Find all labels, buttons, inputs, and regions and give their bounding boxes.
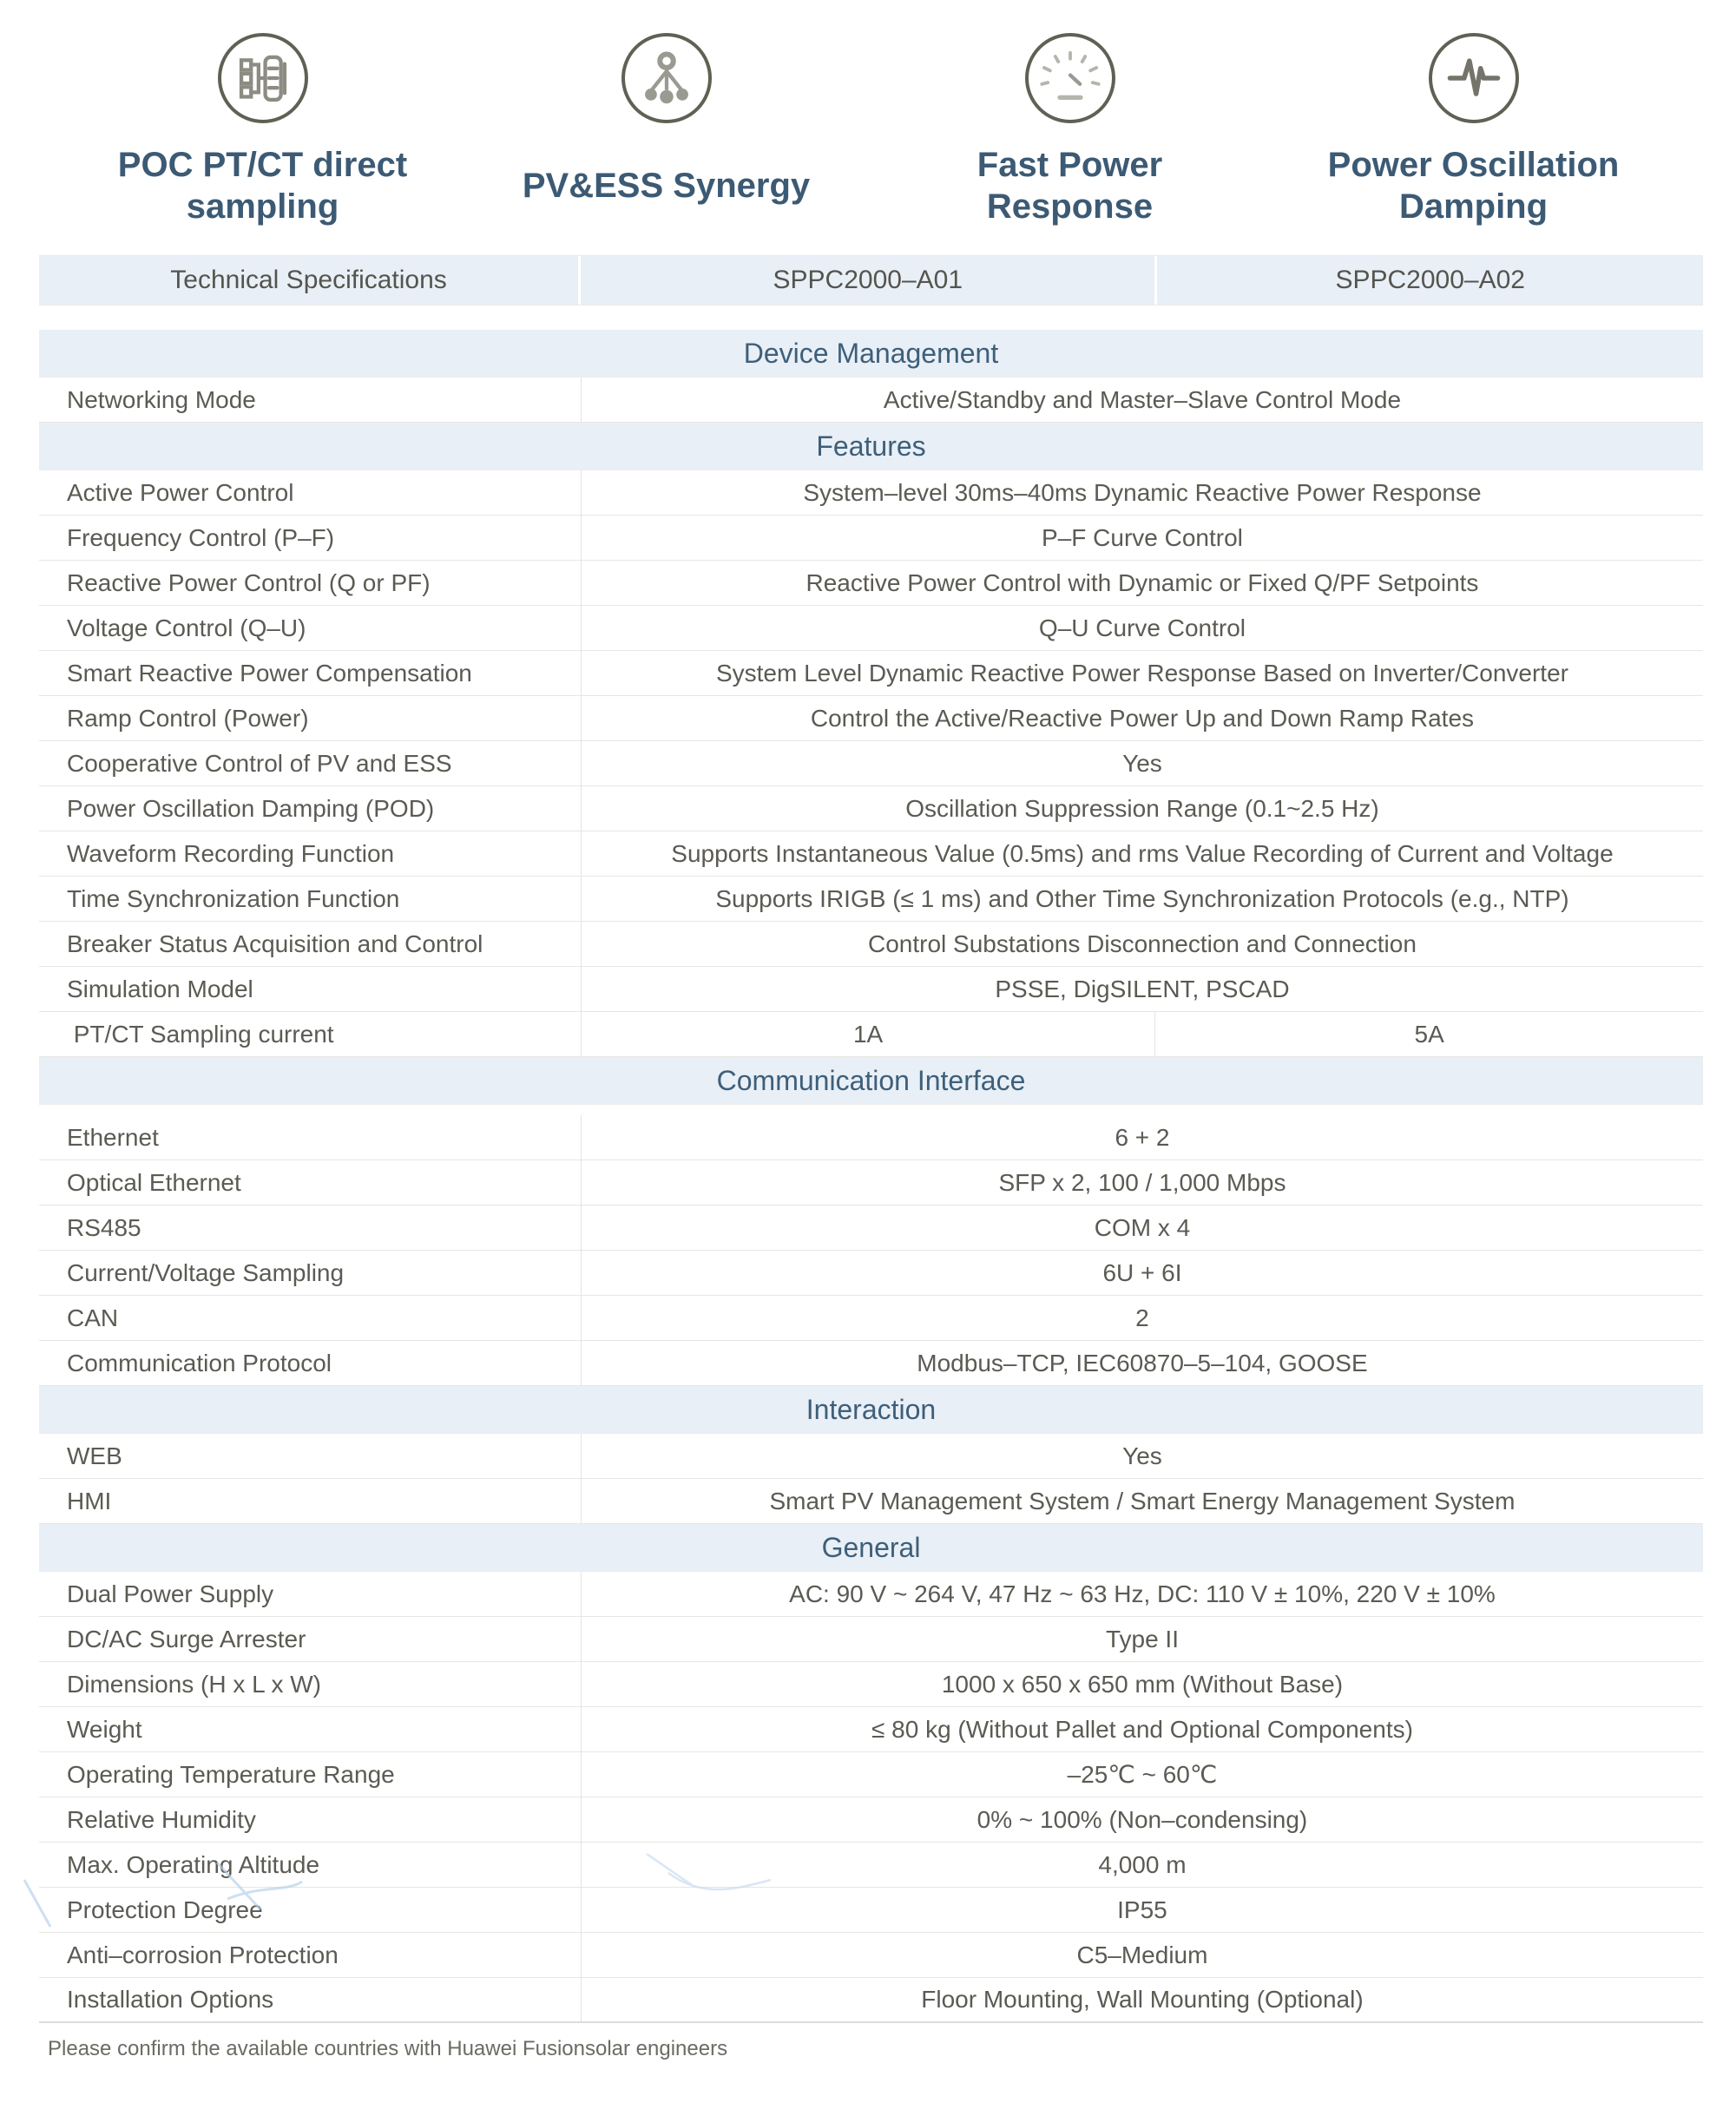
table-row: [39, 1978, 1703, 2023]
table-row: [39, 1434, 1703, 1479]
spec-label: Cooperative Control of PV and ESS: [39, 741, 582, 785]
spec-value: Yes: [1122, 1442, 1162, 1469]
spec-label: Networking Mode: [39, 378, 582, 422]
waveform-icon: [1437, 41, 1511, 115]
feature-strip: [61, 33, 1675, 240]
table-row: [39, 1572, 1703, 1617]
spec-label: Smart Reactive Power Compensation: [39, 651, 582, 695]
table-row: [39, 1251, 1703, 1296]
feature-label: Power Oscillation Damping: [1327, 146, 1620, 226]
table-row: [39, 1888, 1703, 1933]
spec-label: Reactive Power Control (Q or PF): [39, 561, 582, 605]
table-row: [39, 922, 1703, 967]
table-row: [39, 1341, 1703, 1386]
spec-label: Active Power Control: [39, 470, 582, 515]
spec-label: Installation Options: [39, 1978, 582, 2021]
table-row: [39, 1160, 1703, 1206]
table-row: [39, 378, 1703, 423]
spec-value: Oscillation Suppression Range (0.1~2.5 Hz): [905, 794, 1379, 822]
table-row: [39, 967, 1703, 1012]
table-row: [39, 1707, 1703, 1752]
table-row: [39, 696, 1703, 741]
spec-label: Frequency Control (P–F): [39, 516, 582, 560]
spec-value: SFP x 2, 100 / 1,000 Mbps: [998, 1168, 1286, 1196]
spec-table: [39, 255, 1703, 2023]
table-row: [39, 1479, 1703, 1524]
spec-value: P–F Curve Control: [1042, 523, 1243, 551]
spec-value: PSSE, DigSILENT, PSCAD: [995, 975, 1290, 1002]
section-header: General: [39, 1524, 1703, 1572]
table-row: [39, 651, 1703, 696]
spec-label: Optical Ethernet: [39, 1160, 582, 1205]
table-row: [39, 831, 1703, 877]
spec-value: 1000 x 650 x 650 mm (Without Base): [941, 1670, 1344, 1698]
spec-label: Relative Humidity: [39, 1797, 582, 1842]
feature-label: POC PT/CT direct sampling: [117, 146, 408, 226]
spec-value: 5A: [1414, 1020, 1444, 1048]
table-row: [39, 1617, 1703, 1662]
feature-label: Fast Power Response: [976, 146, 1163, 226]
spec-label: Current/Voltage Sampling: [39, 1251, 582, 1295]
spec-label: PT/CT Sampling current: [39, 1012, 582, 1056]
table-header-model-a02: SPPC2000–A02: [1157, 256, 1703, 305]
spec-label: Anti–corrosion Protection: [39, 1933, 582, 1977]
section-header: Interaction: [39, 1386, 1703, 1434]
spec-value: ≤ 80 kg (Without Pallet and Optional Components): [871, 1715, 1413, 1743]
spec-value: 4,000 m: [1098, 1850, 1187, 1878]
table-row: [39, 786, 1703, 831]
spec-value: Control the Active/Reactive Power Up and Down Ramp Rates: [810, 704, 1475, 732]
spec-value: IP55: [1117, 1895, 1167, 1923]
section-header: Communication Interface: [39, 1057, 1703, 1105]
table-row: [39, 1662, 1703, 1707]
spec-label: Simulation Model: [39, 967, 582, 1011]
spec-value: Smart PV Management System / Smart Energy Management System: [769, 1487, 1516, 1514]
spec-value: AC: 90 V ~ 264 V, 47 Hz ~ 63 Hz, DC: 110 V ± 10%, 220 V ± 10%: [789, 1580, 1496, 1607]
spec-value: System–level 30ms–40ms Dynamic Reactive Power Response: [803, 478, 1482, 506]
table-header-specs: Technical Specifications: [39, 256, 578, 305]
table-header-row: [39, 256, 1703, 306]
table-row: [39, 1115, 1703, 1160]
spec-label: HMI: [39, 1479, 582, 1523]
table-row: [39, 1933, 1703, 1978]
spec-value: 6 + 2: [1115, 1123, 1170, 1151]
table-row: [39, 1843, 1703, 1888]
feature-item: [464, 33, 868, 240]
spec-value: System Level Dynamic Reactive Power Response Based on Inverter/Converter: [715, 659, 1568, 687]
table-row: [39, 877, 1703, 922]
sampling-diagram-icon: [226, 41, 300, 115]
spec-label: Breaker Status Acquisition and Control: [39, 922, 582, 966]
table-row: [39, 1206, 1703, 1251]
spec-label: Ethernet: [39, 1115, 582, 1160]
spec-value: C5–Medium: [1076, 1941, 1208, 1968]
feature-item: [868, 33, 1272, 240]
spec-label: Protection Degree: [39, 1888, 582, 1932]
table-row: [39, 1296, 1703, 1341]
section-header: Features: [39, 423, 1703, 470]
feature-item: [1272, 33, 1675, 240]
feature-item: [61, 33, 464, 240]
spec-value: Yes: [1122, 749, 1162, 777]
table-body: [39, 330, 1703, 2023]
feature-label: PV&ESS Synergy: [522, 167, 811, 205]
section-header: Device Management: [39, 330, 1703, 378]
spec-label: Dual Power Supply: [39, 1572, 582, 1616]
table-row: [39, 470, 1703, 516]
table-row: [39, 1752, 1703, 1797]
table-row: [39, 1012, 1703, 1057]
table-row: [39, 1797, 1703, 1843]
table-row: [39, 741, 1703, 786]
spec-value: COM x 4: [1094, 1213, 1191, 1241]
spec-label: Weight: [39, 1707, 582, 1751]
spec-label: Operating Temperature Range: [39, 1752, 582, 1797]
feature-icon-circle: [621, 33, 712, 123]
spec-label: Time Synchronization Function: [39, 877, 582, 921]
feature-icon-circle: [218, 33, 308, 123]
table-row: [39, 516, 1703, 561]
spec-value: –25℃ ~ 60℃: [1067, 1761, 1218, 1788]
spec-label: RS485: [39, 1206, 582, 1250]
spec-label: WEB: [39, 1434, 582, 1478]
gauge-icon: [1033, 41, 1108, 115]
spec-value: 0% ~ 100% (Non–condensing): [976, 1805, 1308, 1833]
spec-label: Max. Operating Altitude: [39, 1843, 582, 1887]
table-row: [39, 561, 1703, 606]
spec-label: CAN: [39, 1296, 582, 1340]
spec-label: Waveform Recording Function: [39, 831, 582, 876]
footer-note: Please confirm the available countries with Huawei Fusionsolar engineers: [48, 2037, 728, 2060]
spec-label: Communication Protocol: [39, 1341, 582, 1385]
spec-value: Reactive Power Control with Dynamic or Fixed Q/PF Setpoints: [806, 568, 1479, 596]
spec-label: Power Oscillation Damping (POD): [39, 786, 582, 831]
spec-value: 2: [1135, 1304, 1149, 1331]
spec-label: Ramp Control (Power): [39, 696, 582, 740]
spec-value: 6U + 6I: [1102, 1258, 1182, 1286]
spec-value: Supports IRIGB (≤ 1 ms) and Other Time Synchronization Protocols (e.g., NTP): [715, 884, 1569, 912]
spec-value: Active/Standby and Master–Slave Control Mode: [883, 385, 1402, 413]
table-header-model-a01: SPPC2000–A01: [581, 256, 1154, 305]
spec-label: Dimensions (H x L x W): [39, 1662, 582, 1706]
spec-value: Q–U Curve Control: [1038, 614, 1246, 641]
spec-label: DC/AC Surge Arrester: [39, 1617, 582, 1661]
spec-value: Control Substations Disconnection and Connection: [867, 930, 1417, 957]
feature-icon-circle: [1429, 33, 1519, 123]
spec-value: Floor Mounting, Wall Mounting (Optional): [921, 1986, 1364, 2013]
spec-value: Type II: [1105, 1625, 1179, 1652]
spec-value: Supports Instantaneous Value (0.5ms) and rms Value Recording of Current and Voltage: [671, 839, 1614, 867]
synergy-network-icon: [629, 41, 704, 115]
table-row: [39, 606, 1703, 651]
spec-value: 1A: [582, 1012, 1155, 1056]
spec-label: Voltage Control (Q–U): [39, 606, 582, 650]
feature-icon-circle: [1025, 33, 1115, 123]
spec-value: Modbus–TCP, IEC60870–5–104, GOOSE: [917, 1349, 1368, 1376]
